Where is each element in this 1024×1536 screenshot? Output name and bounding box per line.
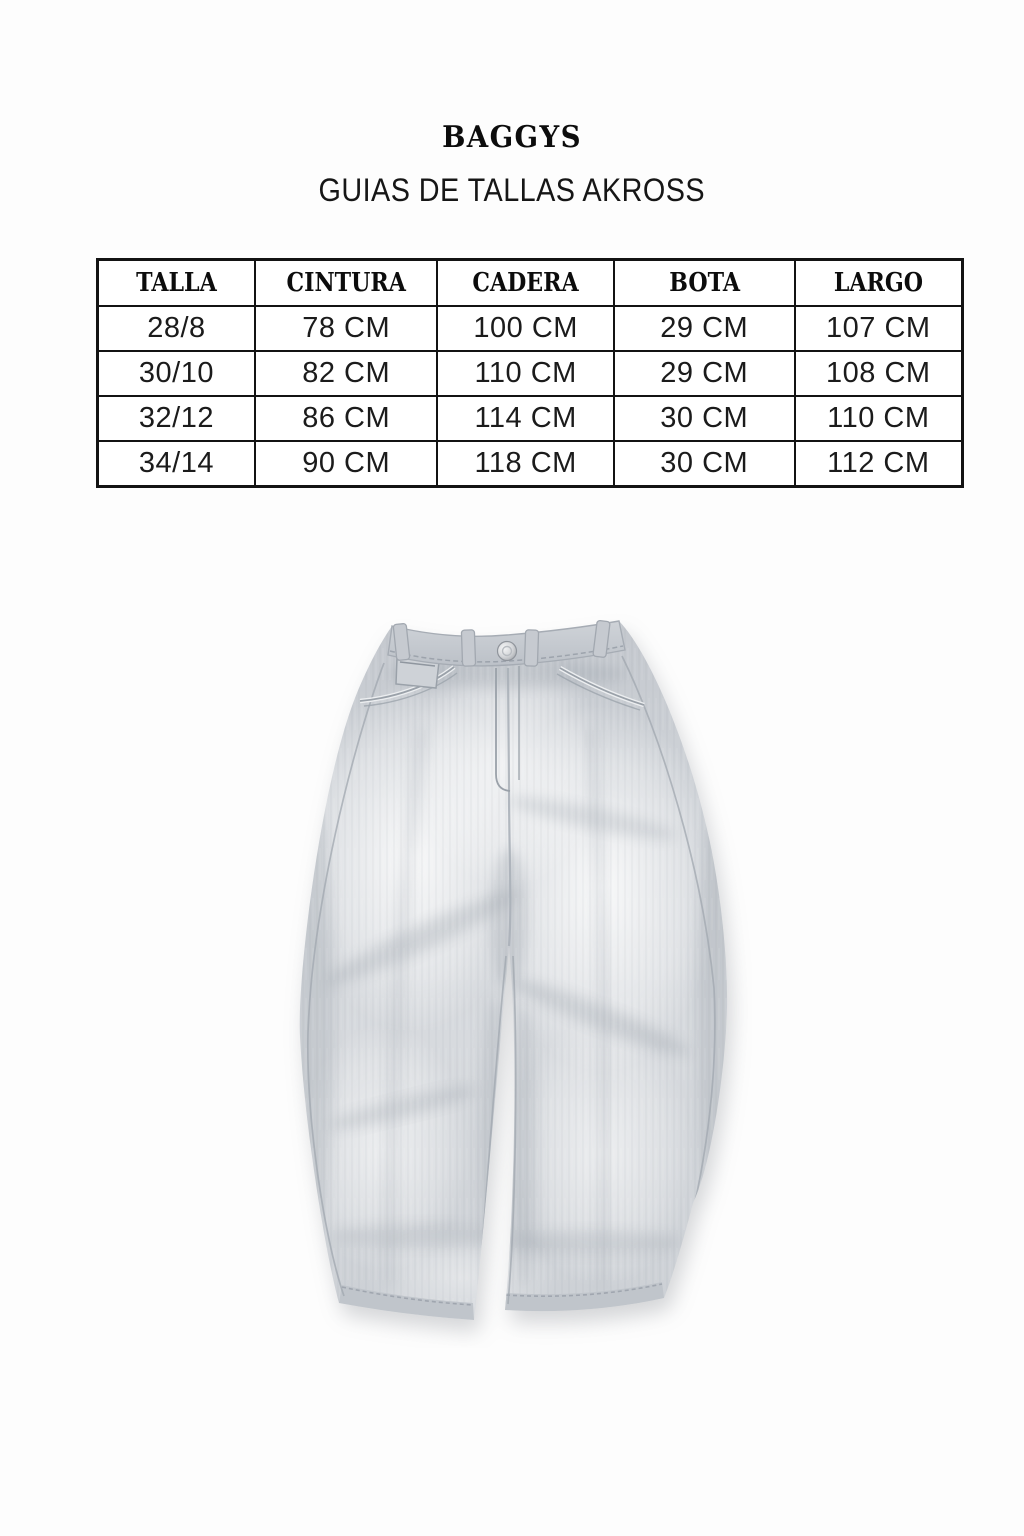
page-subtitle <box>0 172 1024 208</box>
cell-size: 32/12 <box>98 396 255 441</box>
cell-boot: 29 CM <box>614 306 795 351</box>
cell-size: 30/10 <box>98 351 255 396</box>
product-photo <box>272 588 752 1348</box>
col-header-cadera: CADERA <box>437 260 613 307</box>
col-header-largo: LARGO <box>795 260 963 307</box>
col-header-bota: BOTA <box>614 260 795 307</box>
cell-waist: 90 CM <box>255 441 438 487</box>
size-table-header-row <box>98 260 963 307</box>
page-title-text: BAGGYS <box>442 120 582 155</box>
cell-size: 34/14 <box>98 441 255 487</box>
cell-length: 112 CM <box>795 441 963 487</box>
size-table <box>96 258 964 488</box>
table-row <box>98 396 963 441</box>
page-subtitle-text: GUIAS DE TALLAS AKROSS <box>318 172 706 208</box>
cell-length: 108 CM <box>795 351 963 396</box>
table-row <box>98 441 963 487</box>
page-title <box>0 121 1024 155</box>
jeans-button <box>498 642 517 661</box>
cell-boot: 30 CM <box>614 396 795 441</box>
cell-waist: 86 CM <box>255 396 438 441</box>
cell-boot: 30 CM <box>614 441 795 487</box>
cell-hip: 118 CM <box>437 441 613 487</box>
table-row <box>98 306 963 351</box>
col-header-cintura: CINTURA <box>255 260 438 307</box>
cell-boot: 29 CM <box>614 351 795 396</box>
cell-hip: 100 CM <box>437 306 613 351</box>
col-header-talla: TALLA <box>98 260 255 307</box>
cell-length: 107 CM <box>795 306 963 351</box>
cell-size: 28/8 <box>98 306 255 351</box>
cell-waist: 78 CM <box>255 306 438 351</box>
cell-waist: 82 CM <box>255 351 438 396</box>
cell-hip: 110 CM <box>437 351 613 396</box>
cell-hip: 114 CM <box>437 396 613 441</box>
table-row <box>98 351 963 396</box>
cell-length: 110 CM <box>795 396 963 441</box>
jeans-image <box>272 588 752 1348</box>
